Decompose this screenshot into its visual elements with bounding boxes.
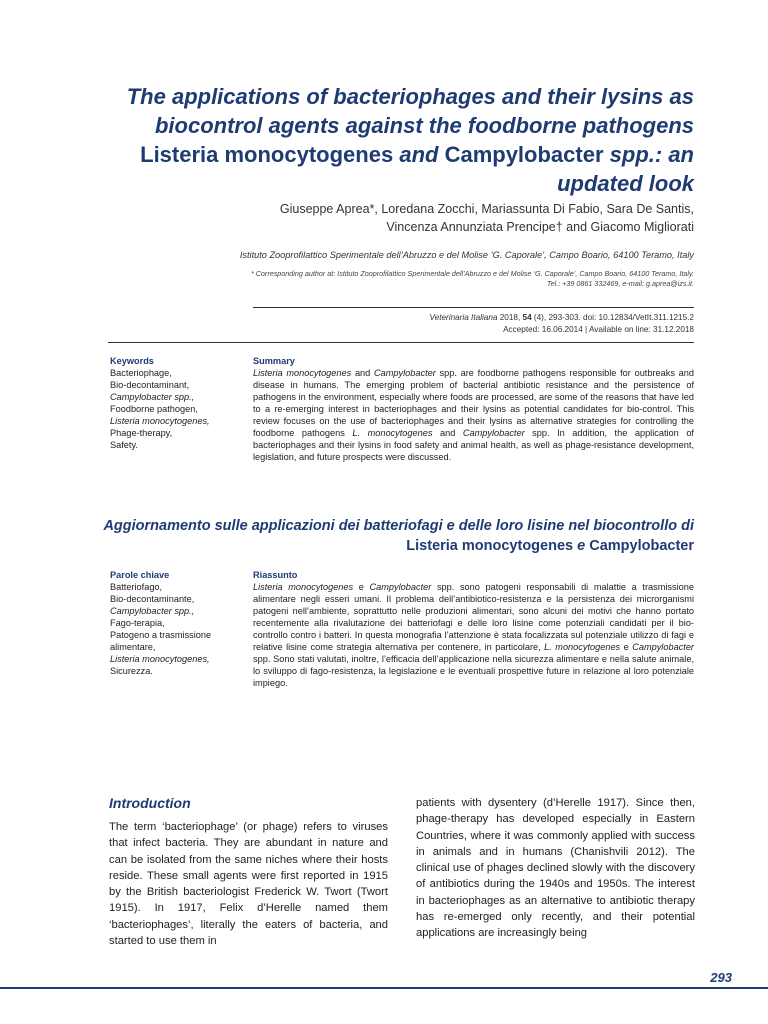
author-list: [94, 200, 694, 236]
summary-fragment: spp. are foodborne pathogens responsible for outbreaks and disease in humans. The emerging problem of bacterial antibiotic resistance and the persistence of pathogens in the environment, especially where foods are processed, are some of the reasons that have led to a re-emerging interest in bacteriophages and their lysins as potential candidates for bio-control. This review focuses on the use of bacteriophages and their lysins as alternative strategies for controlling the foodborne pathogens: [253, 368, 694, 438]
species-name: Campylobacter: [374, 368, 436, 378]
keyword-item: Patogeno a trasmissione: [110, 630, 212, 640]
keyword-item: Foodborne pathogen,: [110, 404, 198, 414]
title-species-campylobacter: Campylobacter: [444, 142, 604, 167]
keyword-item: alimentare,: [110, 642, 156, 652]
corresponding-line-1: * Corresponding author at: Istituto Zooprofilattico Sperimentale dell’Abruzzo e del Molise ‘G. Caporale’, Campo Boario, 64100 Teramo, Italy.: [250, 269, 694, 278]
keyword-item: Safety.: [110, 440, 138, 450]
riassunto-text: [253, 581, 694, 689]
keywords-block: [110, 355, 240, 451]
riassunto-fragment: spp. sono patogeni responsabili di malattie a trasmissione alimentare negli esseri umani. Il problema dell’antibiotico-resistenza e la persistenza dei microrganismi patogeni nell’ambiente, soprattutto nelle produzioni alimentari, sono alcuni dei motivi che hanno portato recentemente alla rivalutazione dei batteriofagi e delle loro lisine come potenziali candidati per il bio-controllo contro i batteri. In questa monografia l’attenzione è stata focalizzata sul potenziale utilizzo di fagi e relative lisine come strategia alternativa per contenere, in particolare,: [253, 582, 694, 652]
citation-doi: (4), 293-303. doi: 10.12834/VetIt.311.1215.2: [533, 313, 694, 322]
title-and: and: [399, 142, 439, 167]
keyword-item: Listeria monocytogenes,: [110, 416, 210, 426]
species-name: Campylobacter: [369, 582, 432, 592]
citation-volume: 54: [522, 313, 532, 322]
keyword-item: Listeria monocytogenes,: [110, 654, 210, 664]
riassunto-fragment: spp. Sono stati valutati, inoltre, l’efficacia dell’applicazione nella sicurezza alimentare e nella salute animale, lo sviluppo di fago-resistenza, la legislazione e le eventuali prospettive future in relazione al loro potenziale impiego.: [253, 654, 694, 688]
summary-text: [253, 367, 694, 463]
riassunto-block: [253, 569, 694, 689]
summary-fragment: spp. In addition, the application of bacteriophages and their lysins in food safety and animal health, as well as phage-resistance development, legislation, and future prospects were discussed.: [253, 428, 694, 462]
parole-heading: Parole chiave: [110, 570, 170, 580]
keyword-item: Batteriofago,: [110, 582, 163, 592]
keyword-item: Campylobacter spp.,: [110, 392, 195, 402]
riassunto-heading: Riassunto: [253, 570, 298, 580]
corresponding-line-2: Tel.: +39 0861 332469, e-mail: g.aprea@izs.it.: [546, 279, 694, 288]
title-suffix: spp.: an updated look: [557, 142, 694, 196]
italian-title: [94, 516, 694, 556]
title-species-listeria: Listeria monocytogenes: [140, 142, 394, 167]
keyword-item: Bacteriophage,: [110, 368, 172, 378]
italian-title-species: Listeria monocytogenes: [406, 538, 574, 554]
summary-fragment: and: [351, 368, 375, 378]
species-name: L. monocytogenes: [544, 642, 621, 652]
keyword-item: Bio-decontaminant,: [110, 380, 190, 390]
italian-title-species: Campylobacter: [589, 538, 694, 554]
italian-title-e: e: [577, 538, 586, 554]
species-name: Listeria monocytogenes: [253, 368, 352, 378]
page-number: 293: [710, 970, 732, 985]
keyword-item: Sicurezza.: [110, 666, 153, 676]
citation-year: 2018,: [499, 313, 521, 322]
keyword-item: Fago-terapia,: [110, 618, 165, 628]
species-name: Campylobacter: [632, 642, 694, 652]
keywords-heading: Keywords: [110, 356, 154, 366]
species-name: Campylobacter: [462, 428, 525, 438]
species-name: Listeria monocytogenes: [253, 582, 354, 592]
riassunto-fragment: e: [353, 582, 370, 592]
title-text: The applications of bacteriophages and their lysins as biocontrol agents against the foodborne pathogens: [126, 84, 694, 138]
body-column-left: The term ‘bacteriophage’ (or phage) refers to viruses that infect bacteria. They are abundant in nature and can be isolated from the same niches where their hosts reside. These small agents were first reported in 1915 by the British bacteriologist Frederick W. Twort (Twort 1915). In 1917, Felix d’Herelle named them ‘bacteriophages’, literally the eaters of bacteria, and started to use them in: [109, 821, 388, 948]
keyword-item: Phage-therapy,: [110, 428, 173, 438]
species-name: L. monocytogenes: [352, 428, 433, 438]
summary-heading: Summary: [253, 356, 295, 366]
corresponding-author: [74, 269, 694, 289]
authors-line-2: Vincenza Annunziata Prencipe† and Giacomo Migliorati: [386, 220, 694, 234]
citation-dates: Accepted: 16.06.2014 | Available on line: 31.12.2018: [503, 325, 694, 334]
journal-name: Veterinaria Italiana: [429, 313, 498, 322]
article-title: [94, 82, 694, 198]
keyword-item: Campylobacter spp.,: [110, 606, 195, 616]
citation-divider: [108, 342, 694, 343]
summary-fragment: and: [432, 428, 463, 438]
authors-line-1: Giuseppe Aprea*, Loredana Zocchi, Mariassunta Di Fabio, Sara De Santis,: [279, 202, 694, 216]
summary-block: [253, 355, 694, 463]
affiliation: Istituto Zooprofilattico Sperimentale dell’Abruzzo e del Molise ‘G. Caporale’, Campo Boario, 64100 Teramo, Italy: [239, 250, 694, 260]
italian-title-text: Aggiornamento sulle applicazioni dei batteriofagi e delle loro lisine nel biocontrollo di: [103, 518, 694, 534]
body-column-right: patients with dysentery (d’Herelle 1917). Since then, phage-therapy has developed especially in Eastern Countries, where it was commonly applied with success in animals and in humans (Chanishvili 2012). The clinical use of phages declined slowly with the discovery of antibiotics during the 1940s and 1950s. The interest in bacteriophages as an alternative to antibiotic therapy has re-emerged only recently, and their potential applications are increasingly being: [416, 797, 695, 940]
header-divider: [253, 307, 694, 308]
keyword-item: Bio-decontaminante,: [110, 594, 195, 604]
citation-block: [254, 312, 694, 336]
parole-chiave-block: [110, 569, 240, 677]
riassunto-fragment: e: [620, 642, 633, 652]
introduction-heading: Introduction: [109, 795, 191, 811]
footer-rule: [0, 987, 768, 989]
